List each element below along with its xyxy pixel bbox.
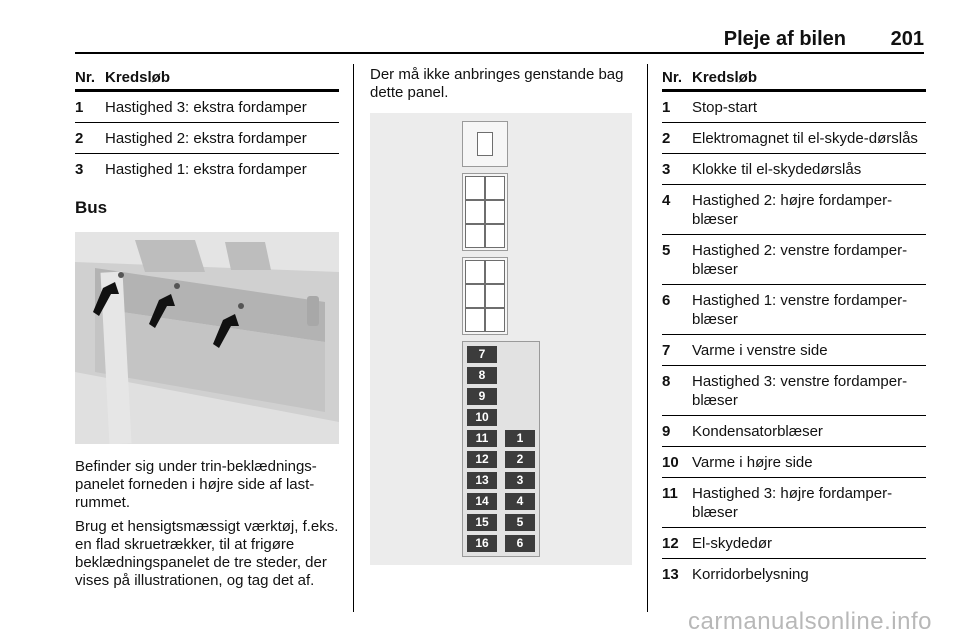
bus-paragraph-2: Brug et hensigtsmæssigt værktøj, f.eks. en flad skruetrækker, til at frigøre beklædningspanelet de tre steder, der vises på illustrationen, og tag det af. xyxy=(75,518,339,589)
left-column xyxy=(75,60,339,596)
left-table-header xyxy=(75,60,339,92)
page-header xyxy=(75,26,924,54)
row-text: Hastighed 3: højre fordamper-blæser xyxy=(692,485,893,521)
table-row xyxy=(662,185,926,235)
row-number: 2 xyxy=(75,130,84,147)
row-number: 3 xyxy=(75,161,84,178)
fuse-slot xyxy=(465,284,485,308)
fuse-slot xyxy=(465,260,485,284)
right-col-nr: Nr. xyxy=(662,69,683,86)
table-row xyxy=(662,154,926,185)
fuse-label: 8 xyxy=(467,367,497,384)
fuse-slot xyxy=(485,200,505,224)
fuse-slot xyxy=(485,284,505,308)
left-col-nr: Nr. xyxy=(75,69,96,86)
fuse-label: 3 xyxy=(505,472,535,489)
table-row xyxy=(662,528,926,559)
fuse-label: 15 xyxy=(467,514,497,531)
fuse-grid-2 xyxy=(462,257,508,335)
table-row xyxy=(662,285,926,335)
row-number: 3 xyxy=(662,161,671,178)
table-row xyxy=(75,123,339,154)
row-number: 5 xyxy=(662,242,671,259)
fuse-label: 14 xyxy=(467,493,497,510)
table-row xyxy=(662,335,926,366)
row-text: El-skydedør xyxy=(692,535,773,552)
watermark: carmanualsonline.info xyxy=(688,608,932,635)
row-number: 1 xyxy=(662,99,671,116)
row-text: Hastighed 3: ekstra fordamper xyxy=(105,99,307,116)
row-text: Hastighed 2: ekstra fordamper xyxy=(105,130,307,147)
column-divider-right xyxy=(647,64,648,612)
row-text: Varme i venstre side xyxy=(692,342,828,359)
row-number: 10 xyxy=(662,454,679,471)
column-divider-left xyxy=(353,64,354,612)
section-heading-bus: Bus xyxy=(75,198,108,217)
right-table-header xyxy=(662,60,926,92)
table-row xyxy=(662,559,926,589)
table-row xyxy=(662,416,926,447)
fuse-label: 5 xyxy=(505,514,535,531)
row-text: Korridorbelysning xyxy=(692,566,809,583)
fuse-label: 1 xyxy=(505,430,535,447)
row-text: Hastighed 1: ekstra fordamper xyxy=(105,161,307,178)
row-number: 4 xyxy=(662,192,671,209)
table-row xyxy=(662,447,926,478)
page-title: Pleje af bilen xyxy=(723,28,846,50)
table-row xyxy=(75,154,339,184)
bus-paragraph-1: Befinder sig under trin-beklædnings-panelet forneden i højre side af last-rummet. xyxy=(75,458,317,511)
fuse-label: 6 xyxy=(505,535,535,552)
row-number: 13 xyxy=(662,566,679,583)
row-text: Hastighed 3: venstre fordamper-blæser xyxy=(692,373,908,409)
right-col-circuit: Kredsløb xyxy=(692,69,758,86)
fuse-label: 16 xyxy=(467,535,497,552)
row-number: 6 xyxy=(662,292,671,309)
fuse-panel-diagram xyxy=(370,113,632,565)
row-number: 2 xyxy=(662,130,671,147)
row-text: Elektromagnet til el-skyde-dørslås xyxy=(692,130,918,147)
row-text: Stop-start xyxy=(692,99,758,116)
row-number: 7 xyxy=(662,342,671,359)
row-number: 12 xyxy=(662,535,679,552)
fuse-slot xyxy=(465,200,485,224)
row-number: 8 xyxy=(662,373,671,390)
row-text: Varme i højre side xyxy=(692,454,813,471)
row-text: Hastighed 1: venstre fordamper-blæser xyxy=(692,292,908,328)
table-row xyxy=(662,366,926,416)
fuse-slot xyxy=(485,176,505,200)
row-number: 1 xyxy=(75,99,84,116)
row-number: 9 xyxy=(662,423,671,440)
fuse-slot xyxy=(465,224,485,248)
fuse-label: 10 xyxy=(467,409,497,426)
left-col-circuit: Kredsløb xyxy=(105,69,171,86)
fuse-label: 2 xyxy=(505,451,535,468)
fuse-block-numbered xyxy=(462,341,540,557)
fuse-slot xyxy=(465,308,485,332)
table-row xyxy=(662,123,926,154)
fuse-slot xyxy=(485,308,505,332)
fuse-slot xyxy=(465,176,485,200)
right-column xyxy=(662,60,926,589)
table-row xyxy=(662,92,926,123)
table-row xyxy=(662,478,926,528)
fuse-slot xyxy=(485,260,505,284)
warning-text: Der må ikke anbringes genstande bag dette panel. xyxy=(370,66,624,101)
panel-illustration xyxy=(75,232,339,444)
row-text: Kondensatorblæser xyxy=(692,423,823,440)
table-row xyxy=(662,235,926,285)
row-number: 11 xyxy=(662,485,678,502)
relay-block xyxy=(462,121,508,167)
relay-slot xyxy=(477,132,493,156)
fuse-slot xyxy=(485,224,505,248)
fuse-label: 7 xyxy=(467,346,497,363)
fuse-label: 13 xyxy=(467,472,497,489)
fuse-label: 12 xyxy=(467,451,497,468)
page-number: 201 xyxy=(890,28,924,50)
fuse-label: 9 xyxy=(467,388,497,405)
row-text: Hastighed 2: højre fordamper-blæser xyxy=(692,192,893,228)
table-row xyxy=(75,92,339,123)
row-text: Klokke til el-skydedørslås xyxy=(692,161,862,178)
fuse-grid-1 xyxy=(462,173,508,251)
fuse-label: 11 xyxy=(467,430,497,447)
row-text: Hastighed 2: venstre fordamper-blæser xyxy=(692,242,908,278)
fuse-label: 4 xyxy=(505,493,535,510)
middle-column xyxy=(370,66,638,108)
